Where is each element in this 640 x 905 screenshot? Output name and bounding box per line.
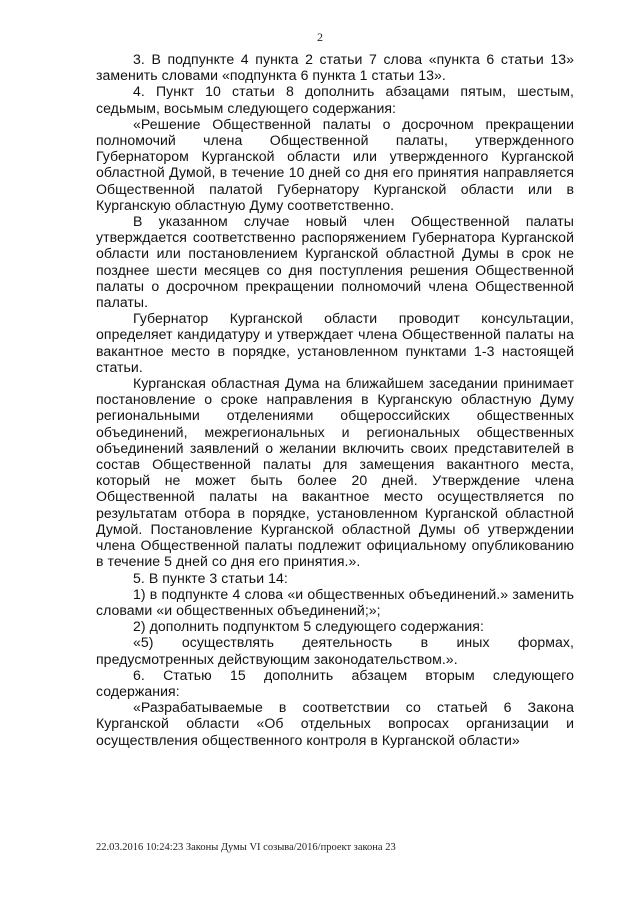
paragraph-quote-developed: «Разрабатываемые в соответствии со статьей 6 Закона Курганской области «Об отдельных вопросах организации и осуществления общественного контроля в Курганской области» bbox=[96, 699, 574, 748]
paragraph-new-member: В указанном случае новый член Общественной палаты утверждается соответственно распоряжением Губернатора Курганской области или постановлением Курганской областной Думы в срок не позднее шести месяцев со дня поступления решения Общественной палаты о досрочном прекращении полномочий члена Общественной палаты. bbox=[96, 213, 574, 311]
paragraph-item-6: 6. Статью 15 дополнить абзацем вторым следующего содержания: bbox=[96, 666, 574, 699]
paragraph-governor: Губернатор Курганской области проводит консультации, определяет кандидатуру и утверждает члена Общественной палаты на вакантное место в порядке, установленном пунктами 1-3 настоящей статьи. bbox=[96, 310, 574, 375]
paragraph-subitem-1: 1) в подпункте 4 слова «и общественных объединений.» заменить словами «и общественных объединений;»; bbox=[96, 585, 574, 618]
paragraph-quote-decision: «Решение Общественной палаты о досрочном прекращении полномочий члена Общественной палаты, утвержденного Губернатором Курганской области или утвержденного Курганской областной Думой, в течение 10 дней со дня его принятия направляется Общественной палатой Губернатору Курганской области или в Курганскую областную Думу соответственно. bbox=[96, 115, 574, 213]
paragraph-subitem-2: 2) дополнить подпунктом 5 следующего содержания: bbox=[133, 618, 484, 635]
paragraph-subitem-5-quote: «5) осуществлять деятельность в иных формах, предусмотренных действующим законодательством.». bbox=[96, 634, 574, 667]
paragraph-item-5: 5. В пункте 3 статьи 14: bbox=[133, 569, 288, 586]
page-number: 2 bbox=[317, 30, 323, 44]
document-footer: 22.03.2016 10:24:23 Законы Думы VI созыва/2016/проект закона 23 bbox=[96, 842, 396, 853]
paragraph-item-3: 3. В подпункте 4 пункта 2 статьи 7 слова «пункта 6 статьи 13» заменить словами «подпункта 6 пункта 1 статьи 13». bbox=[96, 51, 574, 84]
paragraph-duma: Курганская областная Дума на ближайшем заседании принимает постановление о сроке направления в Курганскую областную Думу региональными отделениями общероссийских общественных объединений, межрегиональных и региональных общественных объединений заявлений о желании включить своих представителей в состав Общественной палаты для замещения вакантного места, который не может быть более 20 дней. Утверждение члена Общественной палаты на вакантное место осуществляется по результатам отбора в порядке, установленном Курганской областной Думой. Постановление Курганской областной Думы об утверждении члена Общественной палаты подлежит официальному опубликованию в течение 5 дней со дня его принятия.». bbox=[96, 375, 574, 570]
paragraph-item-4: 4. Пункт 10 статьи 8 дополнить абзацами пятым, шестым, седьмым, восьмым следующего содержания: bbox=[96, 83, 574, 116]
document-body bbox=[96, 51, 574, 748]
